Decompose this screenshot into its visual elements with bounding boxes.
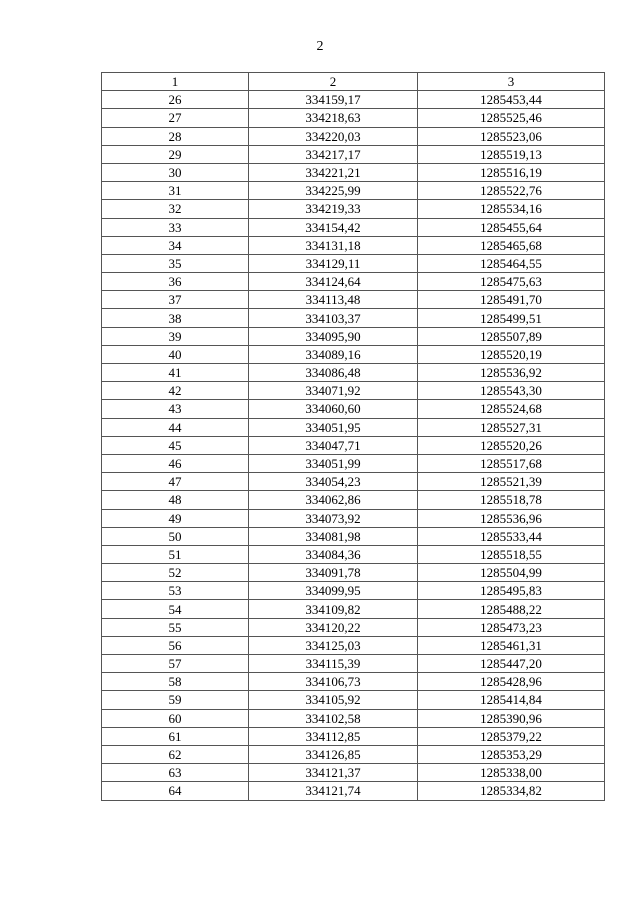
table-row	[102, 382, 605, 400]
table-row	[102, 636, 605, 654]
x-coordinate-cell: 334071,92	[249, 382, 418, 400]
point-number-cell: 57	[102, 655, 249, 673]
y-coordinate-cell: 1285527,31	[418, 418, 605, 436]
y-coordinate-cell: 1285495,83	[418, 582, 605, 600]
table-row	[102, 491, 605, 509]
x-coordinate-cell: 334102,58	[249, 709, 418, 727]
point-number-cell: 27	[102, 109, 249, 127]
point-number-cell: 42	[102, 382, 249, 400]
x-coordinate-cell: 334054,23	[249, 473, 418, 491]
y-coordinate-cell: 1285464,55	[418, 254, 605, 272]
point-number-cell: 38	[102, 309, 249, 327]
point-number-cell: 56	[102, 636, 249, 654]
y-coordinate-cell: 1285504,99	[418, 564, 605, 582]
table-row	[102, 182, 605, 200]
x-coordinate-cell: 334073,92	[249, 509, 418, 527]
x-coordinate-cell: 334129,11	[249, 254, 418, 272]
x-coordinate-cell: 334091,78	[249, 564, 418, 582]
table-row	[102, 400, 605, 418]
point-number-cell: 64	[102, 782, 249, 800]
point-number-cell: 48	[102, 491, 249, 509]
x-coordinate-cell: 334126,85	[249, 745, 418, 763]
x-coordinate-cell: 334124,64	[249, 273, 418, 291]
table-row	[102, 109, 605, 127]
x-coordinate-cell: 334120,22	[249, 618, 418, 636]
x-coordinate-cell: 334109,82	[249, 600, 418, 618]
point-number-cell: 26	[102, 91, 249, 109]
table-row	[102, 236, 605, 254]
x-coordinate-cell: 334219,33	[249, 200, 418, 218]
y-coordinate-cell: 1285338,00	[418, 764, 605, 782]
x-coordinate-cell: 334060,60	[249, 400, 418, 418]
point-number-cell: 37	[102, 291, 249, 309]
x-coordinate-cell: 334086,48	[249, 364, 418, 382]
y-coordinate-cell: 1285507,89	[418, 327, 605, 345]
x-coordinate-cell: 334047,71	[249, 436, 418, 454]
table-row	[102, 527, 605, 545]
y-coordinate-cell: 1285521,39	[418, 473, 605, 491]
point-number-cell: 51	[102, 545, 249, 563]
point-number-cell: 47	[102, 473, 249, 491]
point-number-cell: 61	[102, 727, 249, 745]
x-coordinate-cell: 334121,74	[249, 782, 418, 800]
point-number-cell: 60	[102, 709, 249, 727]
y-coordinate-cell: 1285447,20	[418, 655, 605, 673]
point-number-cell: 28	[102, 127, 249, 145]
point-number-cell: 45	[102, 436, 249, 454]
x-coordinate-cell: 334131,18	[249, 236, 418, 254]
x-coordinate-cell: 334105,92	[249, 691, 418, 709]
x-coordinate-cell: 334095,90	[249, 327, 418, 345]
table-row	[102, 691, 605, 709]
y-coordinate-cell: 1285524,68	[418, 400, 605, 418]
table-row	[102, 582, 605, 600]
point-number-cell: 35	[102, 254, 249, 272]
table-row	[102, 454, 605, 472]
table-row	[102, 418, 605, 436]
table-row	[102, 200, 605, 218]
point-number-cell: 33	[102, 218, 249, 236]
table-body	[102, 91, 605, 800]
y-coordinate-cell: 1285516,19	[418, 163, 605, 181]
point-number-cell: 40	[102, 345, 249, 363]
y-coordinate-cell: 1285525,46	[418, 109, 605, 127]
x-coordinate-cell: 334217,17	[249, 145, 418, 163]
x-coordinate-cell: 334112,85	[249, 727, 418, 745]
y-coordinate-cell: 1285491,70	[418, 291, 605, 309]
table-row	[102, 327, 605, 345]
table-row	[102, 564, 605, 582]
y-coordinate-cell: 1285353,29	[418, 745, 605, 763]
y-coordinate-cell: 1285518,78	[418, 491, 605, 509]
y-coordinate-cell: 1285453,44	[418, 91, 605, 109]
x-coordinate-cell: 334051,95	[249, 418, 418, 436]
y-coordinate-cell: 1285455,64	[418, 218, 605, 236]
table-row	[102, 364, 605, 382]
y-coordinate-cell: 1285461,31	[418, 636, 605, 654]
table-row	[102, 436, 605, 454]
table-row	[102, 218, 605, 236]
y-coordinate-cell: 1285536,96	[418, 509, 605, 527]
point-number-cell: 30	[102, 163, 249, 181]
y-coordinate-cell: 1285522,76	[418, 182, 605, 200]
point-number-cell: 44	[102, 418, 249, 436]
table-row	[102, 764, 605, 782]
point-number-cell: 34	[102, 236, 249, 254]
x-coordinate-cell: 334154,42	[249, 218, 418, 236]
point-number-cell: 29	[102, 145, 249, 163]
table-row	[102, 273, 605, 291]
point-number-cell: 54	[102, 600, 249, 618]
point-number-cell: 59	[102, 691, 249, 709]
point-number-cell: 31	[102, 182, 249, 200]
y-coordinate-cell: 1285414,84	[418, 691, 605, 709]
x-coordinate-cell: 334081,98	[249, 527, 418, 545]
column-header-1: 1	[102, 73, 249, 91]
table-row	[102, 291, 605, 309]
table-row	[102, 127, 605, 145]
y-coordinate-cell: 1285518,55	[418, 545, 605, 563]
x-coordinate-cell: 334062,86	[249, 491, 418, 509]
point-number-cell: 36	[102, 273, 249, 291]
point-number-cell: 49	[102, 509, 249, 527]
y-coordinate-cell: 1285533,44	[418, 527, 605, 545]
table-row	[102, 600, 605, 618]
x-coordinate-cell: 334115,39	[249, 655, 418, 673]
y-coordinate-cell: 1285379,22	[418, 727, 605, 745]
y-coordinate-cell: 1285520,26	[418, 436, 605, 454]
table-row	[102, 163, 605, 181]
x-coordinate-cell: 334103,37	[249, 309, 418, 327]
y-coordinate-cell: 1285534,16	[418, 200, 605, 218]
column-header-2: 2	[249, 73, 418, 91]
point-number-cell: 62	[102, 745, 249, 763]
table-header	[102, 73, 605, 91]
x-coordinate-cell: 334125,03	[249, 636, 418, 654]
y-coordinate-cell: 1285428,96	[418, 673, 605, 691]
y-coordinate-cell: 1285390,96	[418, 709, 605, 727]
table-row	[102, 91, 605, 109]
table-row	[102, 655, 605, 673]
x-coordinate-cell: 334099,95	[249, 582, 418, 600]
x-coordinate-cell: 334106,73	[249, 673, 418, 691]
table-row	[102, 309, 605, 327]
table-row	[102, 673, 605, 691]
y-coordinate-cell: 1285473,23	[418, 618, 605, 636]
table-row	[102, 545, 605, 563]
y-coordinate-cell: 1285523,06	[418, 127, 605, 145]
x-coordinate-cell: 334089,16	[249, 345, 418, 363]
header-row	[102, 73, 605, 91]
x-coordinate-cell: 334113,48	[249, 291, 418, 309]
y-coordinate-cell: 1285465,68	[418, 236, 605, 254]
table-row	[102, 745, 605, 763]
y-coordinate-cell: 1285517,68	[418, 454, 605, 472]
point-number-cell: 53	[102, 582, 249, 600]
y-coordinate-cell: 1285543,30	[418, 382, 605, 400]
y-coordinate-cell: 1285536,92	[418, 364, 605, 382]
point-number-cell: 55	[102, 618, 249, 636]
point-number-cell: 43	[102, 400, 249, 418]
point-number-cell: 39	[102, 327, 249, 345]
y-coordinate-cell: 1285519,13	[418, 145, 605, 163]
y-coordinate-cell: 1285475,63	[418, 273, 605, 291]
table-row	[102, 782, 605, 800]
point-number-cell: 52	[102, 564, 249, 582]
table-row	[102, 254, 605, 272]
point-number-cell: 41	[102, 364, 249, 382]
column-header-3: 3	[418, 73, 605, 91]
y-coordinate-cell: 1285488,22	[418, 600, 605, 618]
x-coordinate-cell: 334220,03	[249, 127, 418, 145]
x-coordinate-cell: 334084,36	[249, 545, 418, 563]
point-number-cell: 50	[102, 527, 249, 545]
table-row	[102, 473, 605, 491]
point-number-cell: 32	[102, 200, 249, 218]
x-coordinate-cell: 334218,63	[249, 109, 418, 127]
table-row	[102, 145, 605, 163]
y-coordinate-cell: 1285520,19	[418, 345, 605, 363]
table-row	[102, 509, 605, 527]
x-coordinate-cell: 334221,21	[249, 163, 418, 181]
y-coordinate-cell: 1285334,82	[418, 782, 605, 800]
x-coordinate-cell: 334121,37	[249, 764, 418, 782]
page-number: 2	[316, 39, 324, 54]
coordinates-table	[101, 72, 605, 801]
table-row	[102, 727, 605, 745]
point-number-cell: 46	[102, 454, 249, 472]
point-number-cell: 58	[102, 673, 249, 691]
y-coordinate-cell: 1285499,51	[418, 309, 605, 327]
table-row	[102, 618, 605, 636]
table-row	[102, 345, 605, 363]
point-number-cell: 63	[102, 764, 249, 782]
x-coordinate-cell: 334051,99	[249, 454, 418, 472]
x-coordinate-cell: 334159,17	[249, 91, 418, 109]
x-coordinate-cell: 334225,99	[249, 182, 418, 200]
table-row	[102, 709, 605, 727]
